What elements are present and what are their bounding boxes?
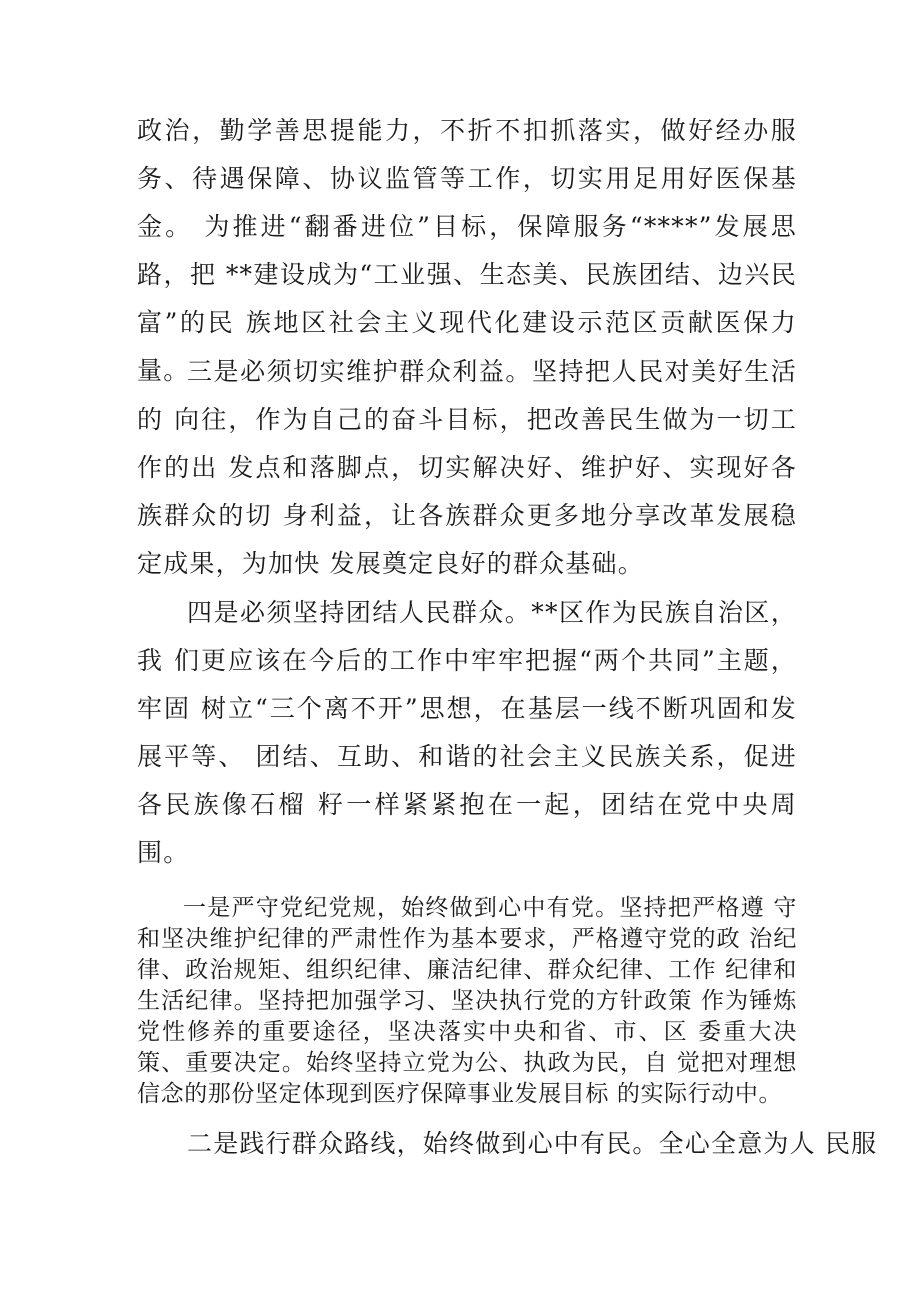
paragraph-continued: 政治，勤学善思提能力，不折不扣抓落实，做好经办服 务、待遇保障、协议监管等工作，切实用足用好医保基金。 为推进“翻番进位”目标，保障服务“****”发展思路，把 **建设成为“工业强、生态美、民族团结、边兴民富”的民 族地区社会主义现代化建设示范区贡献医保力量。 [137, 116, 797, 385]
paragraph-point-four: 四是必须坚持团结人民群众。**区作为民族自治区，我 们更应该在今后的工作中牢牢把握“两个共同”主题，牢固 树立“三个离不开”思想，在基层一线不断巩固和发展平等、 团结、互助、和谐的社会主义民族关系，促进各民族像石榴 籽一样紧紧抱在一起，团结在党中央周围。 [137, 598, 797, 867]
paragraph-point-one-discipline: 一是严守党纪党规，始终做到心中有党。坚持把严格遵 守和坚决维护纪律的严肃性作为基本要求，严格遵守党的政 治纪律、政治规矩、组织纪律、廉洁纪律、群众纪律、工作 纪律和生活纪律。坚持把加强学习、坚决执行党的方针政策 作为锤炼党性修养的重要途径，坚决落实中央和省、市、区 委重大决策、重要决定。始终坚持立党为公、执政为民，自 觉把对理想信念的那份坚定体现到医疗保障事业发展目标 的实际行动中。 [137, 895, 797, 1107]
paragraph-point-two-masses: 二是践行群众路线，始终做到心中有民。全心全意为人 民服 [187, 1129, 878, 1158]
paragraph-point-three: 三是必须切实维护群众利益。坚持把人民对美好生活的 向往，作为自己的奋斗目标，把改善民生做为一切工作的出 发点和落脚点，切实解决好、维护好、实现好各族群众的切 身利益，让各族群众更多地分享改革发展稳定成果，为加快 发展奠定良好的群众基础。 [137, 357, 797, 578]
